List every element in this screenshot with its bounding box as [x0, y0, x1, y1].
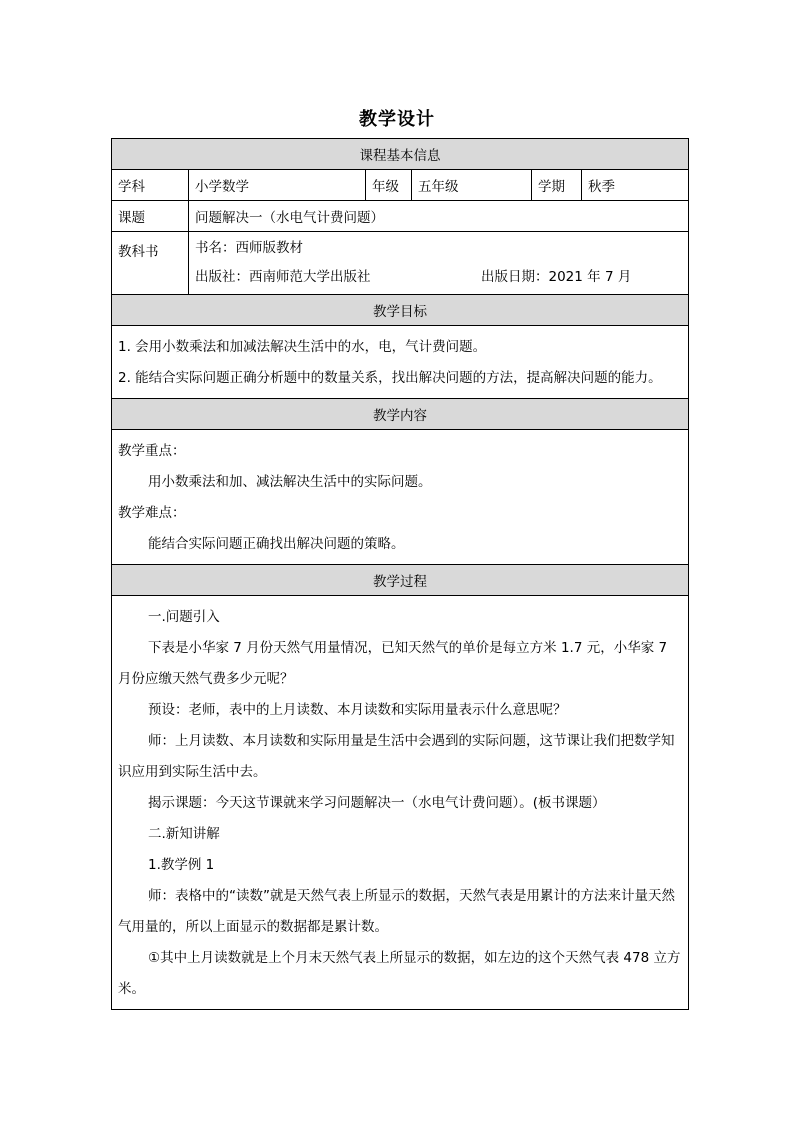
difficult-point-text: 能结合实际问题正确找出解决问题的策略。: [148, 536, 405, 552]
process-paragraph: 师：上月读数、本月读数和实际用量是生活中会遇到的实际问题，这节课让我们把数学知识应用到实际生活中去。: [118, 733, 675, 780]
key-point-text: 用小数乘法和加、减法解决生活中的实际问题。: [148, 474, 432, 490]
process-paragraph: ①其中上月读数就是上个月末天然气表上所显示的数据，如左边的这个天然气表 478 立方米。: [118, 950, 681, 997]
process-paragraph: 师：表格中的“读数”就是天然气表上所显示的数据，天然气表是用累计的方法来计量天然气用量的，所以上面显示的数据都是累计数。: [118, 888, 675, 935]
subject-value: 小学数学: [189, 170, 366, 201]
topic-label: 课题: [112, 201, 189, 232]
process-paragraph: 下表是小华家 7 月份天然气用量情况，已知天然气的单价是每立方米 1.7 元，小华家 7 月份应缴天然气费多少元呢？: [118, 640, 668, 687]
process-paragraph: 预设：老师，表中的上月读数、本月读数和实际用量表示什么意思呢？: [148, 702, 567, 718]
lesson-plan-table: [111, 138, 689, 1010]
key-point-label: 教学重点：: [118, 443, 186, 459]
process-paragraph: 二.新知讲解: [148, 826, 220, 842]
subject-label: 学科: [112, 170, 189, 201]
term-value: 秋季: [582, 170, 689, 201]
grade-label: 年级: [366, 170, 412, 201]
publish-date: 出版日期：2021 年 7 月: [481, 269, 632, 285]
content-header: 教学内容: [112, 399, 689, 430]
content-body: [112, 430, 689, 565]
objectives-body: [112, 326, 689, 399]
objectives-header: 教学目标: [112, 295, 689, 326]
process-paragraph: 1.教学例 1: [148, 857, 215, 873]
topic-value: 问题解决一（水电气计费问题）: [189, 201, 689, 232]
basic-info-header: 课程基本信息: [112, 139, 689, 170]
book-name: 书名：西师版教材: [195, 240, 303, 256]
process-paragraph: 一.问题引入: [148, 609, 220, 625]
process-paragraph: 揭示课题：今天这节课就来学习问题解决一（水电气计费问题）。(板书课题）: [148, 795, 606, 811]
objective-item: 2. 能结合实际问题正确分析题中的数量关系，找出解决问题的方法，提高解决问题的能力。: [118, 370, 662, 386]
difficult-point-label: 教学难点：: [118, 505, 186, 521]
grade-value: 五年级: [412, 170, 532, 201]
term-label: 学期: [532, 170, 582, 201]
process-header: 教学过程: [112, 565, 689, 596]
process-body: [112, 596, 689, 1010]
publisher: 出版社：西南师范大学出版社: [195, 269, 371, 285]
objective-item: 1. 会用小数乘法和加减法解决生活中的水，电，气计费问题。: [118, 339, 487, 355]
document-title: 教学设计: [359, 109, 435, 130]
textbook-label: 教科书: [112, 232, 189, 295]
